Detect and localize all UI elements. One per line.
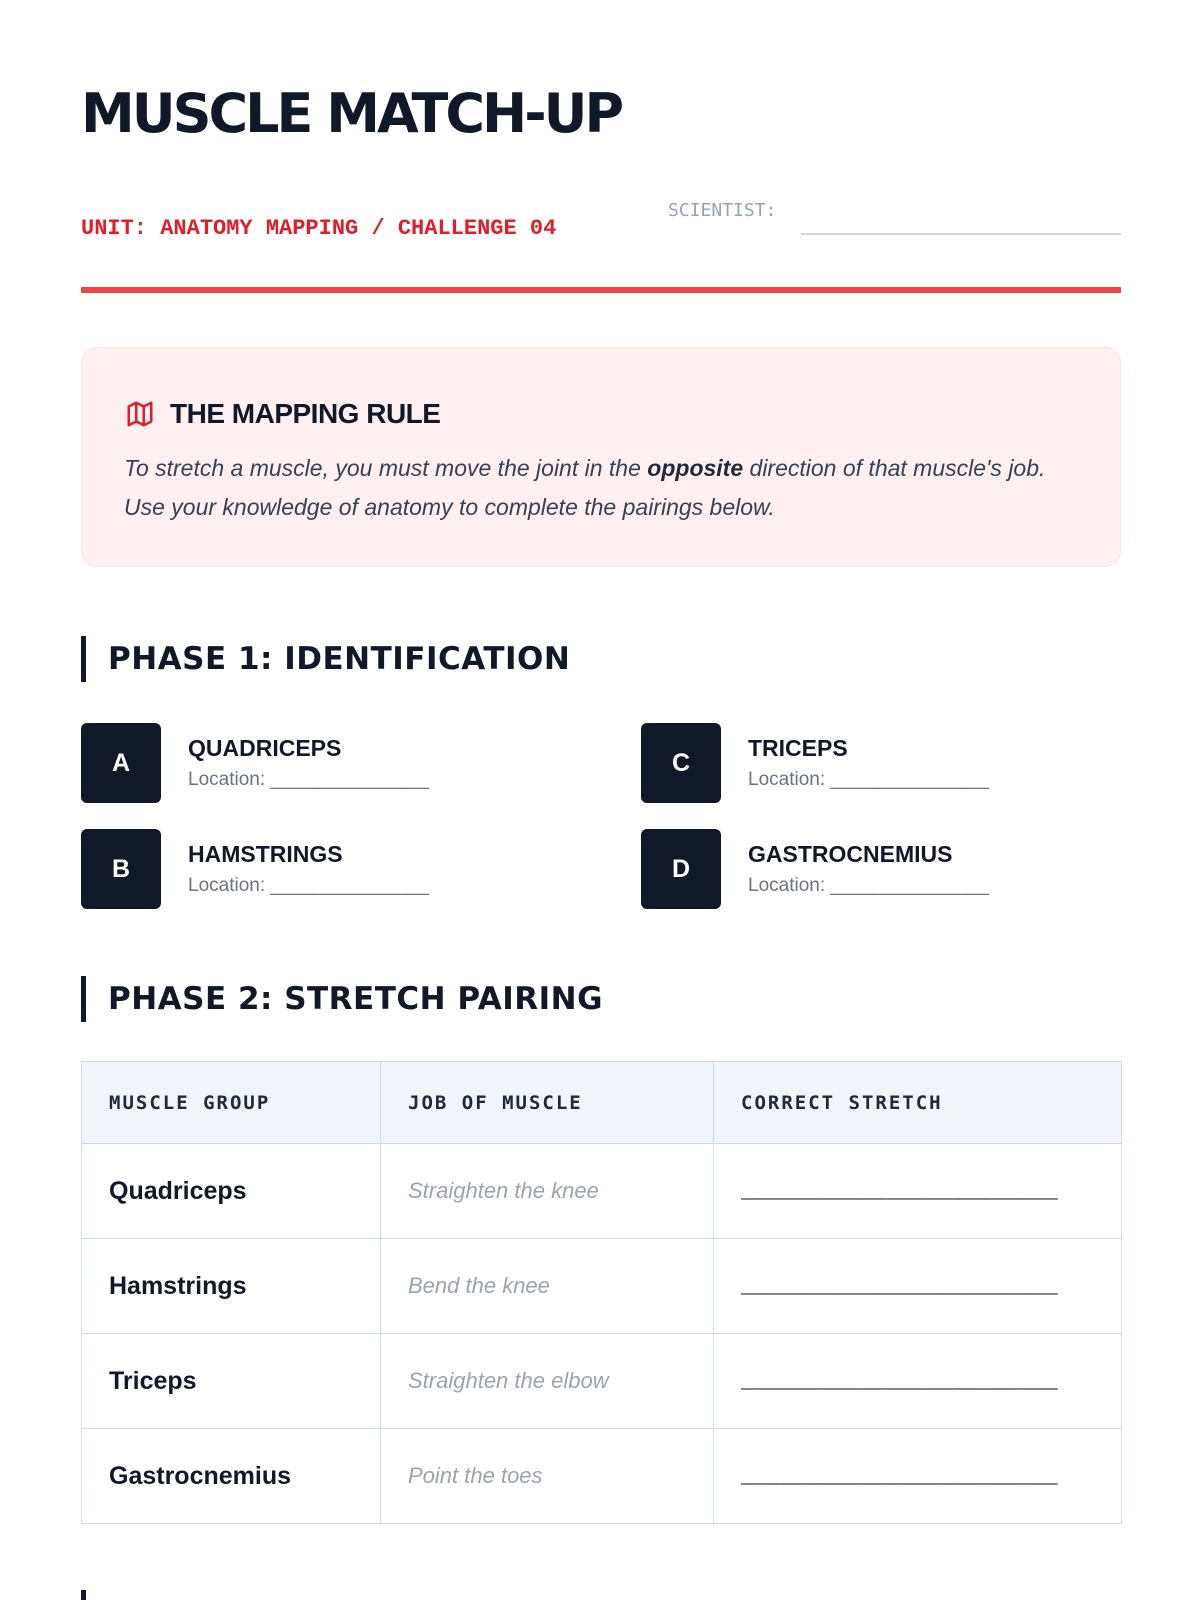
page-title: MUSCLE MATCH-UP (81, 82, 622, 145)
phase1-title: PHASE 1: IDENTIFICATION (108, 641, 571, 677)
job-cell: Straighten the elbow (381, 1334, 714, 1429)
location-field[interactable]: Location: _______________ (188, 875, 429, 896)
job-cell: Point the toes (381, 1429, 714, 1524)
id-item-hamstrings (81, 829, 521, 909)
letter-badge: A (81, 723, 161, 803)
table-row (82, 1144, 1122, 1239)
mapping-rule-box (81, 347, 1121, 567)
mapping-rule-text: To stretch a muscle, you must move the joint in the opposite direction of that muscle's job. Use your knowledge of anatomy to complete the pairings below. (124, 455, 1046, 520)
phase2-heading (81, 976, 603, 1022)
id-item-gastrocnemius (641, 829, 1081, 909)
phase2-title: PHASE 2: STRETCH PAIRING (108, 981, 604, 1017)
unit-subtitle: UNIT: ANATOMY MAPPING / CHALLENGE 04 (81, 216, 557, 241)
stretch-pairing-table (81, 1061, 1122, 1524)
next-section-bar (81, 1590, 86, 1600)
id-item-triceps (641, 723, 1081, 803)
column-header-correct-stretch: CORRECT STRETCH (714, 1062, 1122, 1144)
emphasis-opposite: opposite (647, 455, 744, 481)
muscle-cell: Triceps (82, 1334, 381, 1429)
muscle-name: TRICEPS (748, 735, 848, 761)
worksheet-header (81, 80, 1121, 300)
table-row (82, 1334, 1122, 1429)
job-cell: Straighten the knee (381, 1144, 714, 1239)
section-bar (81, 976, 86, 1022)
table-row (82, 1239, 1122, 1334)
column-header-muscle-group: MUSCLE GROUP (82, 1062, 381, 1144)
column-header-job: JOB OF MUSCLE (381, 1062, 714, 1144)
letter-badge: C (641, 723, 721, 803)
muscle-cell: Gastrocnemius (82, 1429, 381, 1524)
section-bar (81, 636, 86, 682)
letter-badge: B (81, 829, 161, 909)
phase1-heading (81, 636, 570, 682)
location-field[interactable]: Location: _______________ (748, 875, 989, 896)
muscle-name: GASTROCNEMIUS (748, 841, 953, 867)
job-cell: Bend the knee (381, 1239, 714, 1334)
location-field[interactable]: Location: _______________ (748, 769, 989, 790)
stretch-answer-field[interactable]: ________________________ (714, 1334, 1122, 1429)
muscle-name: HAMSTRINGS (188, 841, 343, 867)
muscle-cell: Quadriceps (82, 1144, 381, 1239)
stretch-answer-field[interactable]: ________________________ (714, 1144, 1122, 1239)
mapping-rule-title: THE MAPPING RULE (170, 398, 441, 429)
table-row (82, 1429, 1122, 1524)
muscle-name: QUADRICEPS (188, 735, 342, 761)
header-divider (81, 287, 1121, 293)
mapping-rule-heading (124, 396, 440, 432)
muscle-cell: Hamstrings (82, 1239, 381, 1334)
location-field[interactable]: Location: _______________ (188, 769, 429, 790)
scientist-label: SCIENTIST: (668, 200, 777, 221)
map-icon (124, 399, 156, 429)
stretch-answer-field[interactable]: ________________________ (714, 1429, 1122, 1524)
letter-badge: D (641, 829, 721, 909)
scientist-name-field[interactable] (801, 233, 1121, 235)
id-item-quadriceps (81, 723, 521, 803)
stretch-answer-field[interactable]: ________________________ (714, 1239, 1122, 1334)
table-header-row (82, 1062, 1122, 1144)
